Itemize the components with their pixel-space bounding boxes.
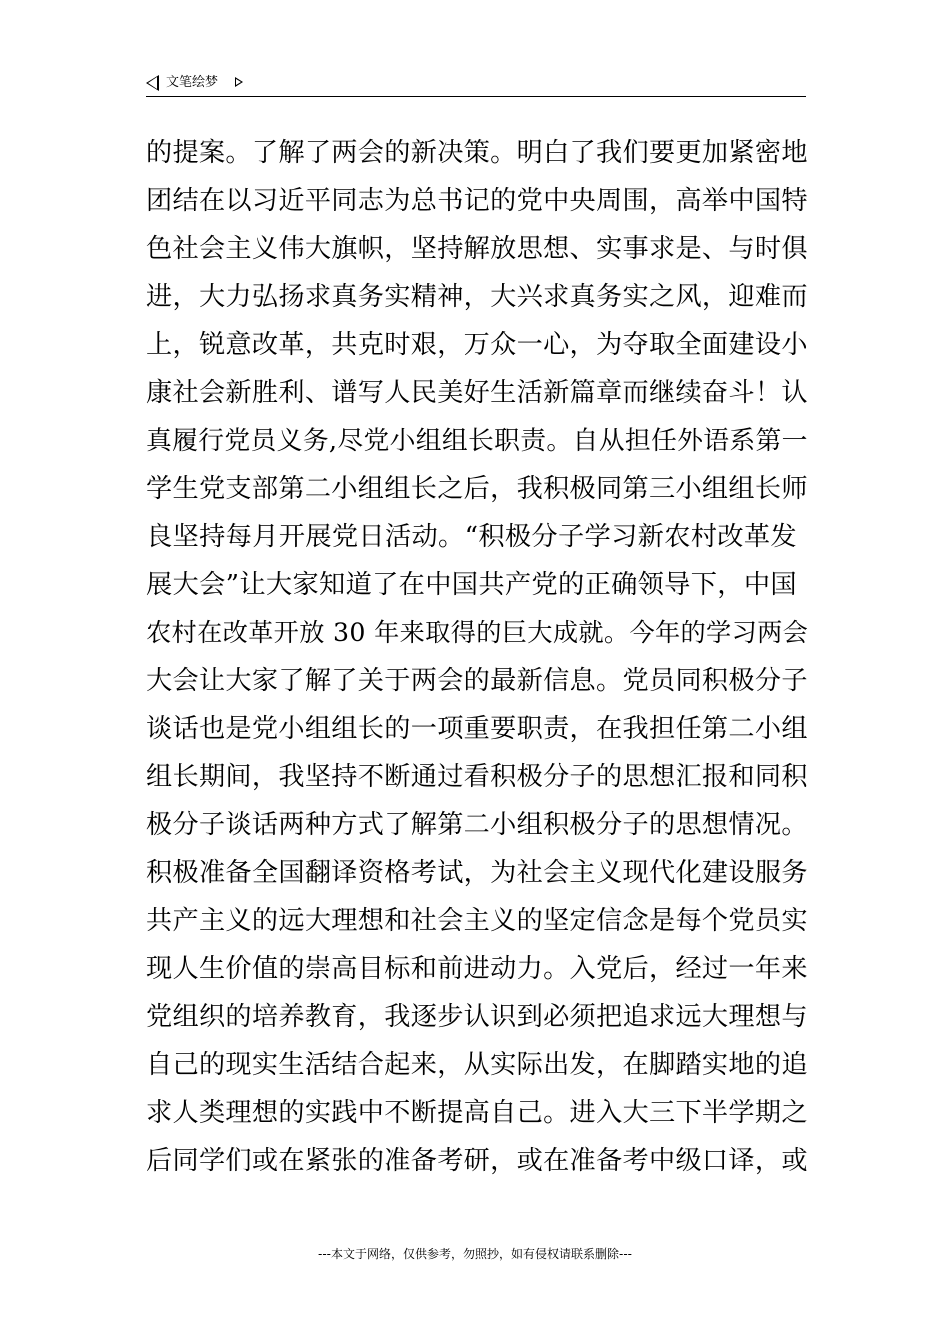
body-line: 党组织的培养教育，我逐步认识到必须把追求远大理想与 — [146, 1002, 808, 1032]
triangle-left-icon — [146, 75, 159, 91]
body-line: 现人生价值的崇高目标和前进动力。入党后，经过一年来 — [146, 954, 808, 984]
header-title: 文笔绘梦 — [166, 75, 219, 90]
body-line: 积极准备全国翻译资格考试，为社会主义现代化建设服务 — [146, 858, 808, 888]
body-line: 康社会新胜利、谱写人民美好生活新篇章而继续奋斗！认 — [146, 378, 808, 408]
body-line: 色社会主义伟大旗帜，坚持解放思想、实事求是、与时俱 — [146, 234, 808, 264]
body-line: 自己的现实生活结合起来，从实际出发，在脚踏实地的追 — [146, 1050, 808, 1080]
body-line: 求人类理想的实践中不断提高自己。进入大三下半学期之 — [146, 1098, 808, 1128]
body-line: 学生党支部第二小组组长之后，我积极同第三小组组长师 — [146, 474, 808, 504]
body-line: 后同学们或在紧张的准备考研，或在准备考中级口译，或 — [146, 1146, 808, 1176]
body-line: 上，锐意改革，共克时艰，万众一心，为夺取全面建设小 — [146, 330, 808, 360]
body-line: 真履行党员义务,尽党小组组长职责。自从担任外语系第一 — [146, 426, 808, 456]
triangle-right-icon — [235, 77, 243, 87]
body-line: 良坚持每月开展党日活动。“积极分子学习新农村改革发 — [146, 522, 797, 552]
body-line: 团结在以习近平同志为总书记的党中央周围，高举中国特 — [146, 186, 808, 216]
body-line: 农村在改革开放 30 年来取得的巨大成就。今年的学习两会 — [146, 618, 809, 647]
body-line: 谈话也是党小组组长的一项重要职责，在我担任第二小组 — [146, 714, 808, 744]
body-line: 的提案。了解了两会的新决策。明白了我们要更加紧密地 — [146, 138, 808, 168]
body-line: 共产主义的远大理想和社会主义的坚定信念是每个党员实 — [146, 906, 808, 936]
body-line: 极分子谈话两种方式了解第二小组积极分子的思想情况。 — [146, 810, 808, 840]
body-line: 组长期间，我坚持不断通过看积极分子的思想汇报和同积 — [146, 762, 808, 792]
footer-disclaimer: ---本文于网络，仅供参考，勿照抄，如有侵权请联系删除--- — [318, 1247, 632, 1261]
document-body — [146, 129, 814, 1185]
page-header — [146, 74, 806, 97]
body-line: 大会让大家了解了关于两会的最新信息。党员同积极分子 — [146, 666, 808, 696]
body-line: 展大会”让大家知道了在中国共产党的正确领导下，中国 — [146, 570, 797, 600]
body-line: 进，大力弘扬求真务实精神，大兴求真务实之风，迎难而 — [146, 282, 808, 312]
